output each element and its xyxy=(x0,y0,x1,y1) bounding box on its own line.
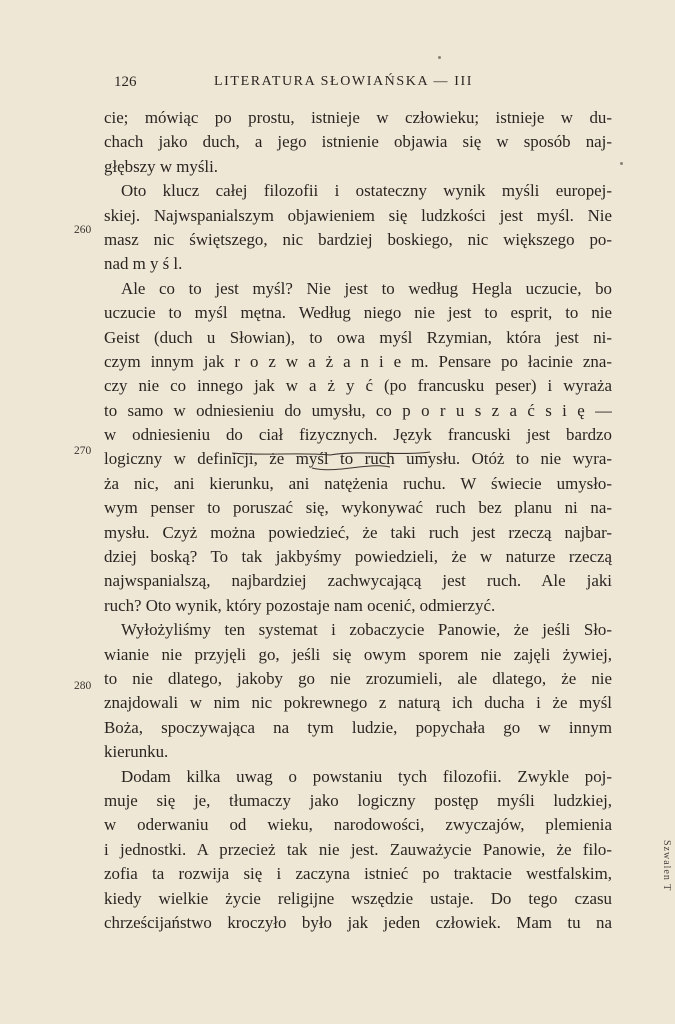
text-line: czym innym jak r o z w a ż a n i e m. Pensare po łacinie zna- xyxy=(104,351,612,371)
text-line: chrześcijaństwo kroczyło było jak jeden człowiek. Mam tu na xyxy=(104,912,612,932)
text-line: głębszy w myśli. xyxy=(104,156,219,176)
page-number: 126 xyxy=(114,74,137,90)
text-line: Wyłożyliśmy ten systemat i zobaczycie Panowie, że jeśli Sło- xyxy=(121,620,612,640)
text-line: muje się je, tłumaczy jako logiczny postęp myśli ludzkiej, xyxy=(104,790,612,810)
text-line: Dodam kilka uwag o powstaniu tych filozofii. Zwykle poj- xyxy=(121,766,612,786)
text-line: w odniesieniu do ciał fizycznych. Język francuski jest bardzo xyxy=(104,425,612,445)
text-line: nad m y ś l. xyxy=(104,254,183,274)
text-line: czy nie co innego jak w a ż y ć (po francusku peser) i wyraża xyxy=(104,376,612,396)
body-text xyxy=(104,106,612,935)
text-line: ża nic, ani kierunku, ani natężenia ruchu. W świecie umysło- xyxy=(104,473,612,493)
text-line: dziej boską? To tak jakbyśmy powiedzieli, że w naturze rzeczą xyxy=(104,547,612,567)
text-line: wym penser to poruszać się, wykonywać ruch bez planu ni na- xyxy=(104,498,612,518)
line-number-280: 280 xyxy=(74,680,92,692)
line-number-260: 260 xyxy=(74,224,92,236)
text-line: masz nic świętszego, nic bardziej boskiego, nic większego po- xyxy=(104,229,612,249)
text-line: cie; mówiąc po prostu, istnieje w człowieku; istnieje w du- xyxy=(104,108,612,127)
text-line: wianie nie przyjęli go, jeśli się owym sporem nie zajęli żywiej, xyxy=(104,644,612,664)
text-line: w oderwaniu od wieku, narodowości, zwyczajów, plemienia xyxy=(104,815,612,835)
paper-speck xyxy=(438,56,441,59)
text-line: uczucie to myśl mętna. Według niego nie jest to esprit, to nie xyxy=(104,303,612,323)
text-line: kiedy wielkie życie religijne wszędzie ustaje. Do tego czasu xyxy=(104,888,612,908)
page-header xyxy=(114,74,604,94)
text-line: logiczny w definicji, że myśl to ruch umysłu. Otóż to nie wyra- xyxy=(104,449,612,469)
text-line: zofia ta rozwija się i zaczyna istnieć po traktacie westfalskim, xyxy=(104,864,612,884)
text-line: to samo w odniesieniu do umysłu, co p o r u s z a ć s i ę — xyxy=(104,400,612,420)
text-line: Boża, spoczywająca na tym ludzie, popychała go w innym xyxy=(104,717,612,737)
text-line: i jednostki. A przecież tak nie jest. Zauważycie Panowie, że filo- xyxy=(104,839,612,859)
running-title: LITERATURA SŁOWIAŃSKA — III xyxy=(214,74,474,89)
text-line: skiej. Najwspanialszym objawieniem się ludzkości jest myśl. Nie xyxy=(104,205,612,225)
paper-speck xyxy=(620,162,623,165)
text-line: to nie dlatego, jakoby go nie zrozumieli, ale dlatego, że nie xyxy=(104,668,612,688)
text-line: Ale co to jest myśl? Nie jest to według Hegla uczucie, bo xyxy=(121,278,612,298)
text-line: mysłu. Czyż można powiedzieć, że taki ruch jest rzeczą najbar- xyxy=(104,522,612,542)
text-line: ruch? Oto wynik, który pozostaje nam ocenić, odmierzyć. xyxy=(104,595,496,615)
text-line: chach jako duch, a jego istnienie objawia się w sposób naj- xyxy=(104,132,612,152)
text-line: Oto klucz całej filozofii i ostateczny wynik myśli europej- xyxy=(121,181,612,201)
line-number-270: 270 xyxy=(74,445,92,457)
text-line: najwspanialszą, najbardziej zachwycającą jest ruch. Ale jaki xyxy=(104,571,612,591)
text-line: znajdowali w nim nic pokrewnego z naturą ich ducha i że myśl xyxy=(104,693,612,713)
text-line: Geist (duch u Słowian), to owa myśl Rzymian, która jest ni- xyxy=(104,327,612,347)
margin-handwriting: Szwalen T xyxy=(661,840,672,892)
text-line: kierunku. xyxy=(104,742,169,762)
